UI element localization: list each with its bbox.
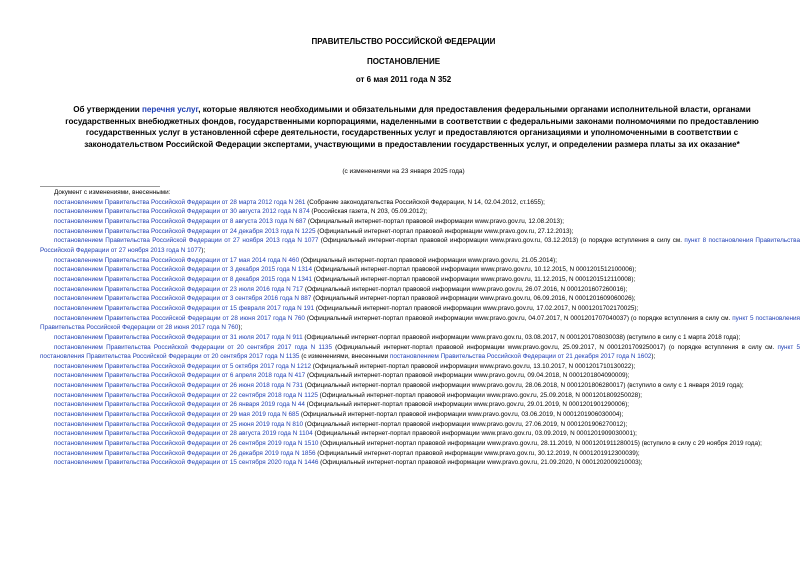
amendment-link[interactable]: постановлением Правительства Российской Федерации от 5 октября 2017 года N 1212 — [54, 362, 312, 370]
amendment-link[interactable]: пункт 5 постановления Правительства Российской Федерации от 20 сентября 2017 года N 1135 — [40, 343, 800, 361]
title-link[interactable]: перечня услуг — [142, 105, 199, 114]
amendment-item — [40, 236, 800, 255]
amendment-link[interactable]: постановлением Правительства Российской Федерации от 8 августа 2013 года N 687 — [54, 217, 307, 225]
amendment-item — [40, 410, 800, 420]
amendment-text: (Собрание законодательства Российской Федерации, N 14, 02.04.2012, ст.1655); — [305, 198, 545, 206]
amendment-item — [40, 400, 800, 410]
amendment-item — [40, 333, 800, 343]
amendment-link[interactable]: постановлением Правительства Российской Федерации от 21 декабря 2017 года N 1602 — [389, 353, 652, 361]
amendment-text: ); — [238, 324, 243, 332]
amendment-text: (Официальный интернет-портал правовой информации www.pravo.gov.ru, 25.09.2018, N 0001201809250028); — [317, 391, 643, 399]
amendment-item — [40, 343, 800, 362]
amendment-link[interactable]: пункт 8 постановления Правительства Российской Федерации от 27 ноября 2013 года N 1077 — [40, 237, 800, 254]
amendment-text: ); — [201, 246, 206, 254]
government-name: ПРАВИТЕЛЬСТВО РОССИЙСКОЙ ФЕДЕРАЦИИ — [311, 37, 496, 46]
amendment-item — [40, 207, 800, 217]
title-text-after: , которые являются необходимыми и обязательными для предоставления федеральными органами исполнительной власти, органами государственных внебюджетных фондов, государственными корпорациями, наделенными в соответствии с федеральными законами полномочиями по предоставлению государственных услуг в установленной сфере деятельности, государственных услуг и предоставляются организациями и уполномоченными в соответствии с законодательством Российской Федерации экспертами, участвующими в предоставлении государственных услуг, и определении размера платы за их оказание* — [65, 105, 759, 149]
amendment-text: (Официальный интернет-портал правовой информации www.pravo.gov.ru, 09.04.2018, N 0001201804090009); — [305, 372, 630, 380]
amendment-link[interactable]: постановлением Правительства Российской Федерации от 20 сентября 2017 года N 1135 — [54, 343, 332, 351]
amendment-item — [40, 449, 800, 459]
document-title — [52, 104, 772, 150]
amendment-link[interactable]: постановлением Правительства Российской Федерации от 28 июня 2017 года N 760 — [54, 314, 305, 322]
amendment-link[interactable]: постановлением Правительства Российской Федерации от 24 декабря 2013 года N 1225 — [54, 227, 316, 235]
amendment-item — [40, 294, 800, 304]
amendment-text: (Официальный интернет-портал правовой информации www.pravo.gov.ru, 21.05.2014); — [299, 256, 557, 264]
amendment-text: (Официальный интернет-портал правовой информации www.pravo.gov.ru, 27.06.2019, N 0001201906270012); — [303, 420, 628, 428]
amendment-text: (Официальный интернет-портал правовой информации www.pravo.gov.ru, 28.06.2018, N 0001201806280017) (вступило в силу с 1 января 2019 года); — [303, 382, 744, 390]
amendment-text: (Официальный интернет-портал правовой информации www.pravo.gov.ru, 25.09.2017, N 0001201709250017) (о порядке вступления в силу см. — [331, 343, 778, 351]
amendment-text: (Официальный интернет-портал правовой информации www.pravo.gov.ru, 10.12.2015, N 0001201512100006); — [311, 266, 637, 274]
amendment-link[interactable]: постановлением Правительства Российской Федерации от 17 мая 2014 года N 460 — [54, 256, 300, 264]
document-date-number: от 6 мая 2011 года N 352 — [355, 75, 452, 84]
amendment-text: (Официальный интернет-портал правовой информации www.pravo.gov.ru, 06.09.2016, N 0001201609060026); — [311, 295, 636, 303]
amendment-link[interactable]: постановлением Правительства Российской Федерации от 29 мая 2019 года N 685 — [54, 411, 300, 419]
document-type: ПОСТАНОВЛЕНИЕ — [366, 57, 441, 66]
amendment-link[interactable]: постановлением Правительства Российской Федерации от 28 марта 2012 года N 261 — [54, 198, 306, 206]
amendment-text: (Официальный интернет-портал правовой информации www.pravo.gov.ru, 03.12.2013) (о порядке вступления в силу см. — [318, 237, 685, 245]
amendment-text: (Официальный интернет-портал правовой информации www.pravo.gov.ru, 26.07.2016, N 0001201607260016); — [303, 285, 628, 293]
amendment-link[interactable]: постановлением Правительства Российской Федерации от 26 июня 2018 года N 731 — [54, 382, 304, 390]
amendment-item — [40, 265, 800, 275]
amendment-link[interactable]: пункт 5 постановления Правительства Российской Федерации от 28 июня 2017 года N 760 — [40, 314, 800, 332]
amendment-text: (Официальный интернет-портал правовой информации www.pravo.gov.ru, 13.10.2017, N 0001201710130022); — [311, 362, 636, 370]
amendment-item — [40, 362, 800, 372]
amendment-item — [40, 256, 800, 266]
amendment-item — [40, 391, 800, 401]
amendment-item — [40, 371, 800, 381]
amendment-text: (Российская газета, N 203, 05.09.2012); — [309, 208, 427, 216]
amendments-intro: Документ с изменениями, внесенными: — [54, 189, 171, 196]
amendment-item — [40, 458, 800, 468]
amendment-link[interactable]: постановлением Правительства Российской Федерации от 31 июля 2017 года N 911 — [54, 333, 303, 341]
amendment-item — [40, 314, 800, 333]
amendment-item — [40, 285, 800, 295]
amendment-item — [40, 439, 800, 449]
amendment-text: (Официальный интернет-портал правовой информации www.pravo.gov.ru, 04.07.2017, N 0001201707040037) (о порядке вступления в силу см. — [304, 314, 733, 322]
amendment-link[interactable]: постановлением Правительства Российской Федерации от 6 апреля 2018 года N 417 — [54, 372, 306, 380]
title-text-before: Об утверждении — [73, 105, 143, 114]
amendment-text: (Официальный интернет-портал правовой информации www.pravo.gov.ru, 17.02.2017, N 0001201702170025); — [314, 304, 639, 312]
amendment-link[interactable]: постановлением Правительства Российской Федерации от 3 декабря 2015 года N 1314 — [54, 266, 312, 274]
amendment-item — [40, 429, 800, 439]
amendment-text: (Официальный интернет-портал правовой информации www.pravo.gov.ru, 30.12.2019, N 0001201912300039); — [315, 449, 640, 457]
amendment-item — [40, 198, 800, 208]
amendment-link[interactable]: постановлением Правительства Российской Федерации от 26 января 2019 года N 44 — [54, 401, 305, 409]
amendment-item — [40, 420, 800, 430]
amendment-link[interactable]: постановлением Правительства Российской Федерации от 15 сентября 2020 года N 1446 — [54, 459, 319, 467]
amendment-link[interactable]: постановлением Правительства Российской Федерации от 23 июля 2016 года N 717 — [54, 285, 304, 293]
amendment-text: (Официальный интернет-портал правовой информации www.pravo.gov.ru, 11.12.2015, N 0001201512110008); — [311, 275, 636, 283]
amendment-text: (Официальный интернет-портал правовой информации www.pravo.gov.ru, 03.09.2019, N 0001201909030001); — [312, 430, 637, 438]
amendment-link[interactable]: постановлением Правительства Российской Федерации от 3 сентября 2016 года N 887 — [54, 295, 312, 303]
amendment-text: ); — [651, 353, 656, 361]
amendment-link[interactable]: постановлением Правительства Российской Федерации от 30 августа 2012 года N 874 — [54, 208, 310, 216]
amendment-item — [40, 304, 800, 314]
amendment-text: (Официальный интернет-портал правовой информации www.pravo.gov.ru, 28.11.2019, N 0001201911280015) (вступило в силу с 29 ноября 2019 года); — [318, 440, 762, 448]
amendment-link[interactable]: постановлением Правительства Российской Федерации от 8 декабря 2015 года N 1341 — [54, 275, 312, 283]
amendment-item — [40, 275, 800, 285]
amendment-link[interactable]: постановлением Правительства Российской Федерации от 25 июня 2019 года N 810 — [54, 420, 304, 428]
amendment-text: (Официальный интернет-портал правовой информации www.pravo.gov.ru, 03.06.2019, N 0001201906030004); — [299, 411, 624, 419]
amendment-item — [40, 227, 800, 237]
amendment-link[interactable]: постановлением Правительства Российской Федерации от 26 сентября 2019 года N 1510 — [54, 440, 319, 448]
amendments-list — [40, 188, 800, 468]
amendment-text: (Официальный интернет-портал правовой информации www.pravo.gov.ru, 27.12.2013); — [315, 227, 574, 235]
amendment-text: (Официальный интернет-портал правовой информации www.pravo.gov.ru, 21.09.2020, N 0001202009210003); — [318, 459, 643, 467]
amendment-link[interactable]: постановлением Правительства Российской Федерации от 27 ноября 2013 года N 1077 — [54, 237, 319, 245]
amendment-link[interactable]: постановлением Правительства Российской Федерации от 28 августа 2019 года N 1104 — [54, 430, 313, 438]
amendment-link[interactable]: постановлением Правительства Российской Федерации от 26 декабря 2019 года N 1856 — [54, 449, 316, 457]
amendment-item — [40, 381, 800, 391]
amendment-text: (Официальный интернет-портал правовой информации www.pravo.gov.ru, 12.08.2013); — [306, 217, 564, 225]
amendment-text: (Официальный интернет-портал правовой информации www.pravo.gov.ru, 29.01.2019, N 0001201901290006); — [304, 401, 630, 409]
amendment-text: (с изменениями, внесенными — [299, 353, 390, 361]
amendment-link[interactable]: постановлением Правительства Российской Федерации от 15 февраля 2017 года N 191 — [54, 304, 315, 312]
amendment-item — [40, 217, 800, 227]
amendment-text: (Официальный интернет-портал правовой информации www.pravo.gov.ru, 03.08.2017, N 0001201708030038) (вступило в силу с 1 марта 2018 года); — [302, 333, 741, 341]
edition-note: (с изменениями на 23 января 2025 года) — [342, 168, 465, 175]
amendment-link[interactable]: постановлением Правительства Российской Федерации от 22 сентября 2018 года N 1125 — [54, 391, 318, 399]
separator-line — [40, 186, 160, 187]
